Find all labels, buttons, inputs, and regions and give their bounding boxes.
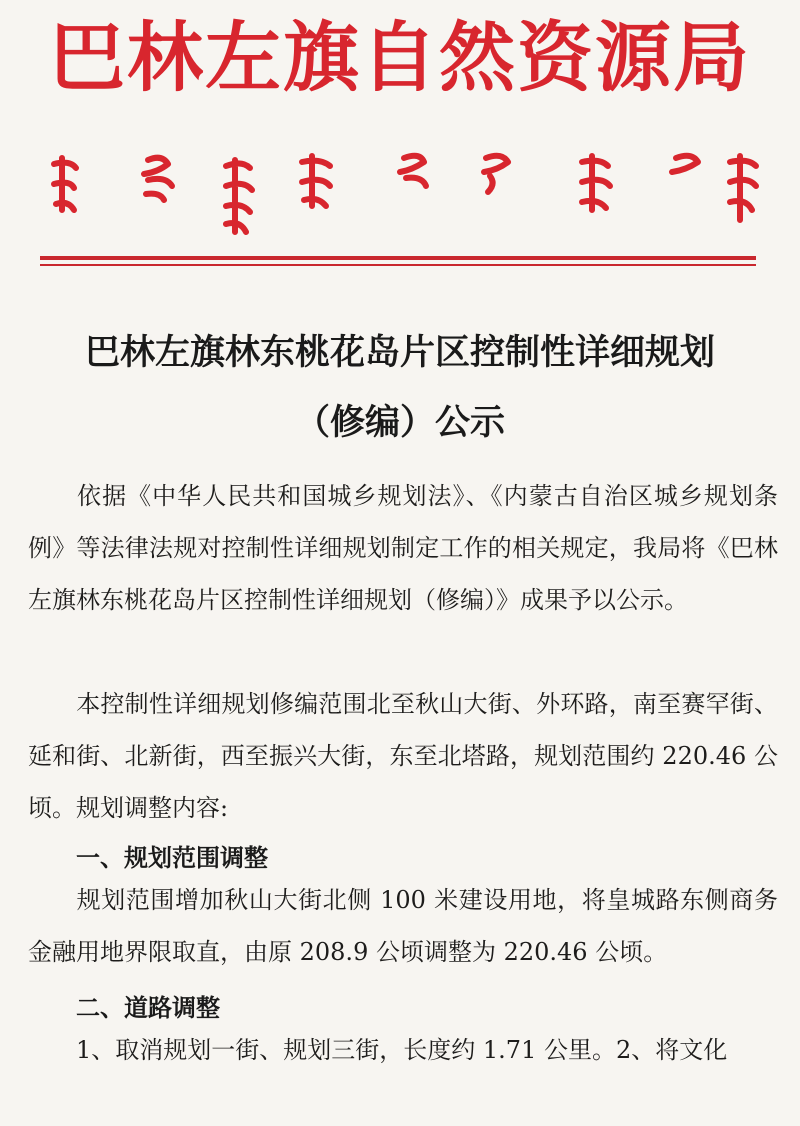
notice-paragraph-2: [28, 678, 778, 834]
notice-paragraph-4: [28, 1024, 778, 1076]
notice-paragraph-1: [28, 470, 778, 626]
header-rule-thick: [40, 256, 756, 260]
paragraph-4-text: 1、取消规划一街、规划三街，长度约 1.71 公里。2、将文化: [76, 1036, 728, 1064]
section-heading-road-adjustment: 二、道路调整: [76, 994, 220, 1022]
notice-paragraph-3: [28, 874, 778, 978]
paragraph-3-text: 规划范围增加秋山大街北侧 100 米建设用地，将皇城路东侧商务金融用地界限取直，由原 208.9 公顷调整为 220.46 公顷。: [28, 886, 778, 966]
section-heading-scope-adjustment: 一、规划范围调整: [76, 844, 268, 872]
header-rule-thin: [40, 264, 756, 266]
mongolian-script-icon: [40, 140, 760, 245]
mongolian-script-header: [40, 140, 760, 245]
agency-name-header: 巴林左旗自然资源局: [49, 13, 751, 102]
notice-title-line-1: 巴林左旗林东桃花岛片区控制性详细规划: [84, 333, 715, 373]
paragraph-1-text: 依据《中华人民共和国城乡规划法》、《内蒙古自治区城乡规划条例》等法律法规对控制性详细规划制定工作的相关规定，我局将《巴林左旗林东桃花岛片区控制性详细规划（修编）》成果予以公示。: [28, 482, 778, 614]
notice-title-line-2: （修编）公示: [294, 403, 505, 443]
paragraph-2-text: 本控制性详细规划修编范围北至秋山大街、外环路，南至赛罕街、延和街、北新街，西至振兴大街，东至北塔路，规划范围约 220.46 公顷。规划调整内容:: [28, 690, 778, 822]
